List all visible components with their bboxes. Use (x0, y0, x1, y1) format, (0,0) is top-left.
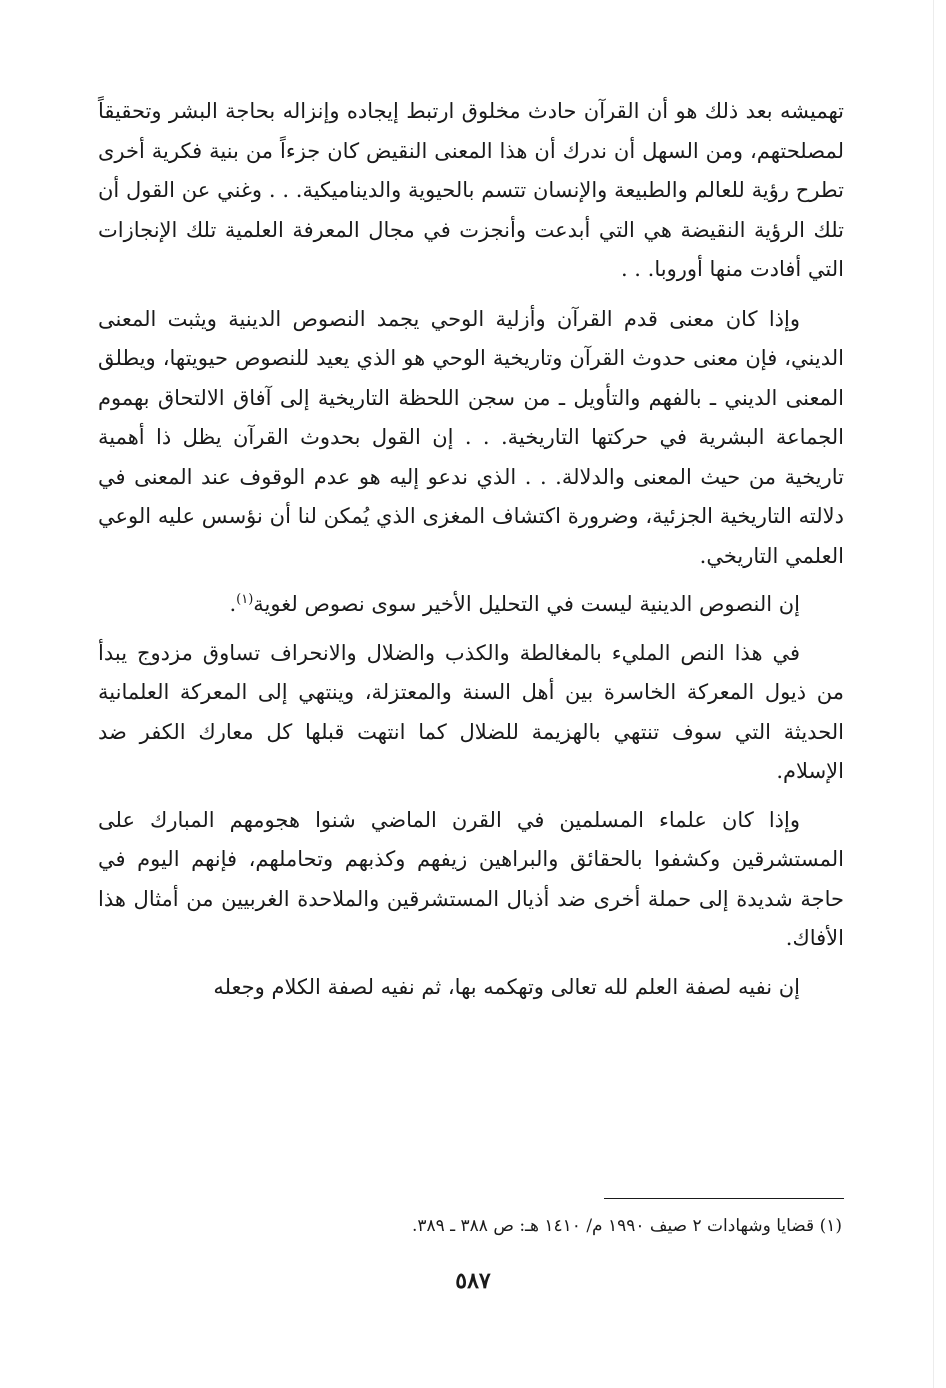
paragraph-3 (98, 585, 844, 625)
paragraph-3-text: إن النصوص الدينية ليست في التحليل الأخير سوى نصوص لغوية (253, 592, 800, 616)
paragraph-4: في هذا النص المليء بالمغالطة والكذب والضلال والانحراف تساوق مزدوج يبدأ من ذيول المعركة الخاسرة بين أهل السنة والمعتزلة، وينتهي إلى المعركة العلمانية الحديثة التي سوف تنتهي بالهزيمة للضلال كما انتهت قبلها كل معارك الكفر ضد الإسلام. (98, 640, 844, 783)
footnote-text: (١) قضايا وشهادات ٢ صيف ١٩٩٠ م/ ١٤١٠ هـ: ص ٣٨٨ ـ ٣٨٩. (411, 1216, 842, 1236)
paragraph-6: إن نفيه لصفة العلم لله تعالى وتهكمه بها، ثم نفيه لصفة الكلام وجعله (213, 974, 800, 999)
scan-edge-line (933, 0, 934, 1388)
paragraph-1: تهميشه بعد ذلك هو أن القرآن حادث مخلوق ارتبط إيجاده وإنزاله بحاجة البشر وتحقيقاً لمصلحتهم، ومن السهل أن ندرك أن هذا المعنى النقيض كان جزءاً من بنية فكرية أخرى تطرح رؤية للعالم والطبيعة والإنسان تتسم بالحيوية والديناميكية. . . وغني عن القول أن تلك الرؤية النقيضة هي التي أبدعت وأنجزت في مجال المعرفة العلمية تلك الإنجازات التي أفادت منها أوروبا. . . (98, 99, 844, 281)
paragraph-2: وإذا كان معنى قدم القرآن وأزلية الوحي يجمد النصوص الدينية ويثبت المعنى الديني، فإن معنى حدوث القرآن وتاريخية الوحي هو الذي يعيد للنصوص حيويتها، ويطلق المعنى الديني ـ بالفهم والتأويل ـ من سجن اللحظة التاريخية إلى آفاق الالتحاق بهموم الجماعة البشرية في حركتها التاريخية. . . إن القول بحدوث القرآن يظل ذا أهمية تاريخية من حيث المعنى والدلالة. . . الذي ندعو إليه هو عدم الوقوف عند المعنى في دلالته التاريخية الجزئية، وضرورة اكتشاف المغزى الذي يُمكن لنا أن نؤسس عليه الوعي العلمي التاريخي. (98, 306, 844, 568)
page-number: ٥٨٧ (455, 1268, 491, 1294)
paragraph-3-end: . (229, 592, 237, 616)
main-text (98, 92, 844, 1007)
paragraph-5: وإذا كان علماء المسلمين في القرن الماضي شنوا هجومهم المبارك على المستشرقين وكشفوا بالحقائق والبراهين زيفهم وكذبهم وتحاملهم، فإنهم اليوم في حاجة شديدة إلى حملة أخرى ضد أذيال المستشرقين والملاحدة الغربيين من أمثال هذا الأفاك. (98, 807, 844, 950)
footnote-reference: (١) (236, 592, 254, 607)
footnote-separator (604, 1198, 844, 1199)
